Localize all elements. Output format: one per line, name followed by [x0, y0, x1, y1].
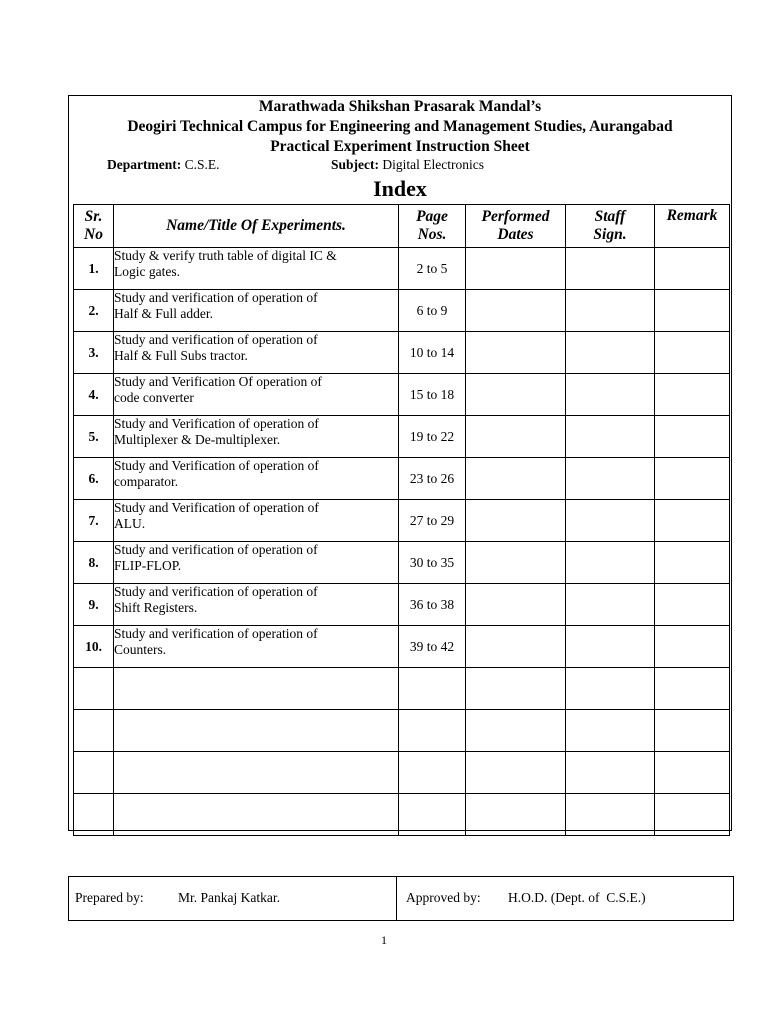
- row-remark: [655, 290, 730, 332]
- empty-cell: [114, 794, 399, 836]
- row-title: [114, 542, 399, 584]
- row-sr: 4.: [74, 374, 114, 416]
- empty-cell: [399, 752, 466, 794]
- row-title-line2: Shift Registers.: [114, 600, 198, 615]
- row-performed-date: [466, 248, 566, 290]
- row-staff-sign: [566, 416, 655, 458]
- row-remark: [655, 458, 730, 500]
- department-value: C.S.E.: [184, 157, 220, 172]
- row-title-line2: ALU.: [114, 516, 146, 531]
- index-table: [73, 204, 730, 836]
- row-pages: 15 to 18: [399, 374, 466, 416]
- row-staff-sign: [566, 626, 655, 668]
- empty-cell: [566, 668, 655, 710]
- col-header-staff-line1: Staff: [594, 208, 626, 225]
- row-title: [114, 626, 399, 668]
- empty-cell: [466, 710, 566, 752]
- row-title-line1: Study and verification of operation of: [114, 290, 318, 305]
- row-title-line2: Counters.: [114, 642, 167, 657]
- row-staff-sign: [566, 332, 655, 374]
- row-sr: 1.: [74, 248, 114, 290]
- row-performed-date: [466, 500, 566, 542]
- row-sr: 2.: [74, 290, 114, 332]
- col-header-name: Name/Title Of Experiments.: [114, 205, 399, 248]
- row-title: [114, 500, 399, 542]
- empty-cell: [655, 752, 730, 794]
- empty-row: [74, 710, 730, 752]
- table-row: [74, 416, 730, 458]
- col-header-performed-line2: Dates: [497, 226, 534, 243]
- empty-row: [74, 794, 730, 836]
- row-staff-sign: [566, 542, 655, 584]
- index-title: Index: [373, 176, 427, 201]
- row-title: [114, 416, 399, 458]
- row-staff-sign: [566, 458, 655, 500]
- table-header-row: [74, 205, 730, 248]
- page-number: 1: [381, 933, 387, 947]
- footer-box: [68, 876, 734, 921]
- sheet-title: Practical Experiment Instruction Sheet: [270, 138, 530, 155]
- subject-label: Subject:: [331, 157, 379, 172]
- row-title: [114, 290, 399, 332]
- empty-cell: [74, 794, 114, 836]
- subject-value: Digital Electronics: [382, 157, 484, 172]
- table-row: [74, 374, 730, 416]
- row-remark: [655, 416, 730, 458]
- empty-cell: [399, 710, 466, 752]
- col-header-page-line2: Nos.: [417, 226, 447, 243]
- row-staff-sign: [566, 374, 655, 416]
- table-row: [74, 332, 730, 374]
- row-staff-sign: [566, 248, 655, 290]
- prepared-by-cell: [69, 877, 397, 920]
- document-frame: [68, 95, 732, 831]
- col-header-staff: [566, 205, 655, 248]
- empty-cell: [566, 794, 655, 836]
- department-label: Department:: [107, 157, 182, 172]
- row-performed-date: [466, 416, 566, 458]
- row-title-line1: Study and Verification of operation of: [114, 500, 319, 515]
- empty-row: [74, 752, 730, 794]
- row-performed-date: [466, 542, 566, 584]
- row-title-line2: Multiplexer & De-multiplexer.: [114, 432, 281, 447]
- row-sr: 6.: [74, 458, 114, 500]
- row-pages: 27 to 29: [399, 500, 466, 542]
- table-row: [74, 290, 730, 332]
- row-performed-date: [466, 626, 566, 668]
- row-remark: [655, 584, 730, 626]
- col-header-performed-line1: Performed: [481, 208, 550, 225]
- empty-cell: [566, 752, 655, 794]
- empty-cell: [114, 752, 399, 794]
- row-title-line1: Study & verify truth table of digital IC &: [114, 248, 337, 263]
- row-title-line2: FLIP-FLOP.: [114, 558, 182, 573]
- col-header-sr-line2: No: [84, 226, 103, 243]
- empty-cell: [466, 668, 566, 710]
- col-header-page: [399, 205, 466, 248]
- row-remark: [655, 248, 730, 290]
- row-sr: 9.: [74, 584, 114, 626]
- table-row: [74, 458, 730, 500]
- col-header-page-line1: Page: [416, 208, 448, 225]
- subject-info: [331, 157, 484, 173]
- row-pages: 36 to 38: [399, 584, 466, 626]
- row-title-line1: Study and Verification of operation of: [114, 416, 319, 431]
- row-pages: 23 to 26: [399, 458, 466, 500]
- empty-cell: [74, 668, 114, 710]
- empty-cell: [399, 794, 466, 836]
- row-performed-date: [466, 374, 566, 416]
- col-header-sr: [74, 205, 114, 248]
- row-title-line1: Study and verification of operation of: [114, 332, 318, 347]
- approved-by-value: H.O.D. (Dept. of C.S.E.): [508, 890, 646, 905]
- row-pages: 10 to 14: [399, 332, 466, 374]
- empty-cell: [74, 710, 114, 752]
- row-sr: 3.: [74, 332, 114, 374]
- empty-cell: [466, 794, 566, 836]
- row-pages: 19 to 22: [399, 416, 466, 458]
- empty-cell: [74, 752, 114, 794]
- approved-by-label: Approved by:: [406, 890, 481, 905]
- empty-cell: [399, 668, 466, 710]
- empty-cell: [114, 710, 399, 752]
- row-remark: [655, 332, 730, 374]
- col-header-remark: Remark: [655, 205, 730, 248]
- row-staff-sign: [566, 584, 655, 626]
- row-title: [114, 332, 399, 374]
- table-row: [74, 542, 730, 584]
- row-remark: [655, 500, 730, 542]
- row-performed-date: [466, 584, 566, 626]
- row-sr: 7.: [74, 500, 114, 542]
- row-sr: 10.: [74, 626, 114, 668]
- row-remark: [655, 374, 730, 416]
- org-name: Marathwada Shikshan Prasarak Mandal’s: [258, 98, 542, 115]
- row-sr: 5.: [74, 416, 114, 458]
- row-title: [114, 458, 399, 500]
- table-row: [74, 248, 730, 290]
- empty-cell: [466, 752, 566, 794]
- row-performed-date: [466, 332, 566, 374]
- row-pages: 2 to 5: [399, 248, 466, 290]
- empty-cell: [655, 668, 730, 710]
- row-title: [114, 374, 399, 416]
- row-remark: [655, 542, 730, 584]
- empty-cell: [655, 710, 730, 752]
- row-title-line2: code converter: [114, 390, 194, 405]
- row-title-line2: Logic gates.: [114, 264, 180, 279]
- row-title-line2: Half & Full adder.: [114, 306, 213, 321]
- row-title-line1: Study and Verification Of operation of: [114, 374, 322, 389]
- campus-name: Deogiri Technical Campus for Engineering and Management Studies, Aurangabad: [127, 118, 673, 135]
- empty-row: [74, 668, 730, 710]
- row-remark: [655, 626, 730, 668]
- department-info: [107, 157, 220, 173]
- col-header-staff-line2: Sign.: [593, 226, 627, 243]
- row-staff-sign: [566, 290, 655, 332]
- row-pages: 6 to 9: [399, 290, 466, 332]
- empty-cell: [566, 710, 655, 752]
- row-performed-date: [466, 458, 566, 500]
- table-row: [74, 500, 730, 542]
- row-title-line2: Half & Full Subs tractor.: [114, 348, 248, 363]
- row-title-line2: comparator.: [114, 474, 179, 489]
- empty-cell: [655, 794, 730, 836]
- prepared-by-value: Mr. Pankaj Katkar.: [178, 890, 280, 905]
- table-row: [74, 584, 730, 626]
- row-pages: 39 to 42: [399, 626, 466, 668]
- row-performed-date: [466, 290, 566, 332]
- row-sr: 8.: [74, 542, 114, 584]
- empty-cell: [114, 668, 399, 710]
- row-title: [114, 248, 399, 290]
- row-title-line1: Study and verification of operation of: [114, 584, 318, 599]
- row-title-line1: Study and verification of operation of: [114, 542, 318, 557]
- prepared-by-label: Prepared by:: [75, 890, 144, 905]
- row-pages: 30 to 35: [399, 542, 466, 584]
- row-title: [114, 584, 399, 626]
- row-title-line1: Study and Verification of operation of: [114, 458, 319, 473]
- table-row: [74, 626, 730, 668]
- row-staff-sign: [566, 500, 655, 542]
- col-header-sr-line1: Sr.: [84, 208, 103, 225]
- col-header-performed: [466, 205, 566, 248]
- row-title-line1: Study and verification of operation of: [114, 626, 318, 641]
